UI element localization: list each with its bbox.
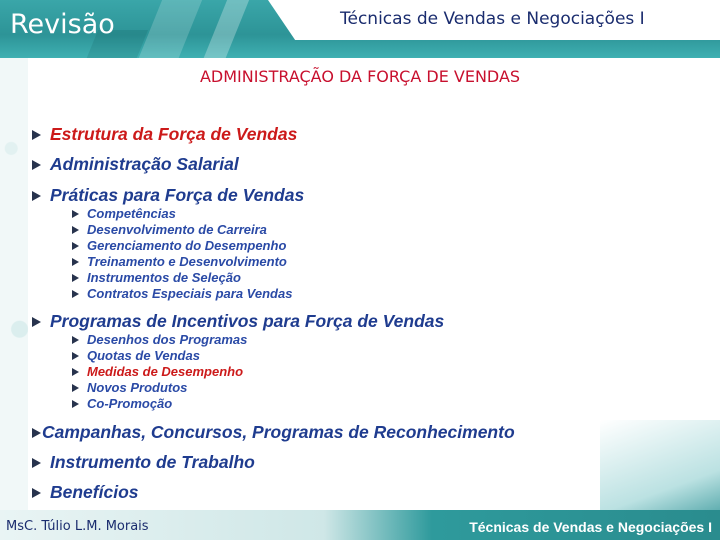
arrowhead-bullet-icon xyxy=(72,242,79,250)
arrowhead-bullet-icon xyxy=(32,458,41,468)
outline-subitem-label: Contratos Especiais para Vendas xyxy=(87,286,293,301)
outline-subitem xyxy=(72,254,287,269)
outline-item-label: Instrumento de Trabalho xyxy=(50,452,255,472)
arrowhead-bullet-icon xyxy=(72,226,79,234)
arrowhead-bullet-icon xyxy=(72,368,79,376)
outline-item-label: Práticas para Força de Vendas xyxy=(50,185,305,205)
outline-subitem-label: Desenhos dos Programas xyxy=(87,332,248,347)
outline-subitem xyxy=(72,348,200,363)
arrowhead-bullet-icon xyxy=(72,210,79,218)
outline-subitem xyxy=(72,238,286,253)
section-heading: ADMINISTRAÇÃO DA FORÇA DE VENDAS xyxy=(199,67,521,86)
outline-item-label: Benefícios xyxy=(50,482,139,502)
outline-item xyxy=(32,154,239,175)
outline-item xyxy=(32,482,139,503)
outline-subitem xyxy=(72,222,267,237)
arrowhead-bullet-icon xyxy=(72,384,79,392)
footer-author: MsC. Túlio L.M. Morais xyxy=(6,519,149,534)
arrowhead-bullet-icon xyxy=(72,290,79,298)
outline-subitem-label: Desenvolvimento de Carreira xyxy=(87,222,267,237)
outline-subitem-label: Medidas de Desempenho xyxy=(87,364,244,379)
outline-item xyxy=(32,422,515,443)
outline-subitem-label: Instrumentos de Seleção xyxy=(87,270,241,285)
outline-item-label: Administração Salarial xyxy=(50,154,239,174)
outline-subitem-label: Co-Promoção xyxy=(87,396,173,411)
arrowhead-bullet-icon xyxy=(32,191,41,201)
revisao-title: Revisão xyxy=(10,9,115,40)
outline-subitem-label: Quotas de Vendas xyxy=(87,348,200,363)
arrowhead-bullet-icon xyxy=(72,336,79,344)
outline-subitem xyxy=(72,270,241,285)
arrowhead-bullet-icon xyxy=(72,274,79,282)
arrowhead-bullet-icon xyxy=(72,258,79,266)
outline-subitem-label: Novos Produtos xyxy=(87,380,188,395)
outline-subitem xyxy=(72,286,292,301)
outline-subitem xyxy=(72,364,243,379)
outline-item xyxy=(32,311,444,332)
outline-item-label: Estrutura da Força de Vendas xyxy=(50,124,298,144)
outline-item xyxy=(32,452,255,473)
outline-item xyxy=(32,124,297,145)
arrowhead-bullet-icon xyxy=(72,352,79,360)
outline-item xyxy=(32,185,304,206)
outline-item-label: Programas de Incentivos para Força de Vendas xyxy=(50,311,445,331)
outline-subitem xyxy=(72,206,176,221)
outline-item-label: Campanhas, Concursos, Programas de Reconhecimento xyxy=(42,422,515,442)
arrowhead-bullet-icon xyxy=(32,160,41,170)
outline-subitem-label: Gerenciamento do Desempenho xyxy=(87,238,287,253)
outline-subitem xyxy=(72,332,247,347)
arrowhead-bullet-icon xyxy=(72,400,79,408)
outline-subitem-label: Treinamento e Desenvolvimento xyxy=(87,254,287,269)
arrowhead-bullet-icon xyxy=(32,130,41,140)
arrowhead-bullet-icon xyxy=(32,488,41,498)
footer-course-title: Técnicas de Vendas e Negociações I xyxy=(469,519,712,535)
outline-subitem-label: Competências xyxy=(87,206,176,221)
arrowhead-bullet-icon xyxy=(32,317,41,327)
course-title: Técnicas de Vendas e Negociações I xyxy=(340,9,645,29)
outline-subitem xyxy=(72,380,187,395)
arrowhead-bullet-icon xyxy=(32,428,41,438)
outline-subitem xyxy=(72,396,172,411)
